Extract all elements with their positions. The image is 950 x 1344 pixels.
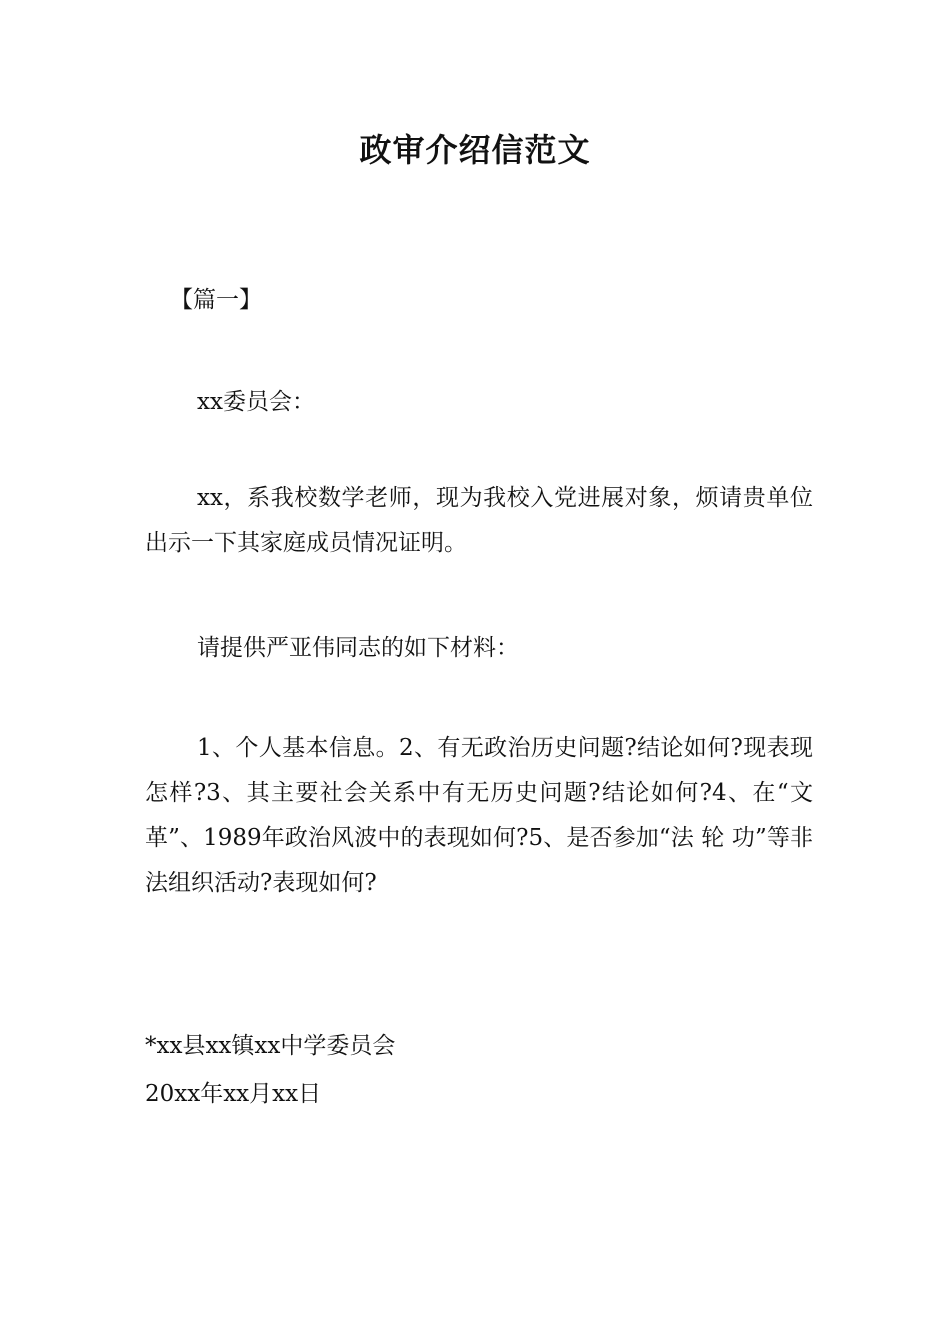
signature-organization: *xx县xx镇xx中学委员会 [145,1033,396,1059]
document-title: 政审介绍信范文 [359,131,591,169]
section-label: 【篇一】 [170,287,262,313]
salutation: xx委员会： [197,389,315,415]
body-paragraph-materials-list: 1、个人基本信息。2、有无政治历史问题?结论如何?现表现怎样?3、其主要社会关系中有无历史问题?结论如何?4、在“文 革”、1989年政治风波中的表现如何?5、是否参加“法 轮 功”等非法组织活动?表现如何? [145,735,813,896]
signature-date: 20xx年xx月xx日 [145,1081,322,1107]
body-paragraph-request: xx，系我校数学老师，现为我校入党进展对象，烦请贵单位出示一下其家庭成员情况证明。 [145,485,813,556]
body-paragraph-materials-intro: 请提供严亚伟同志的如下材料： [197,635,519,661]
